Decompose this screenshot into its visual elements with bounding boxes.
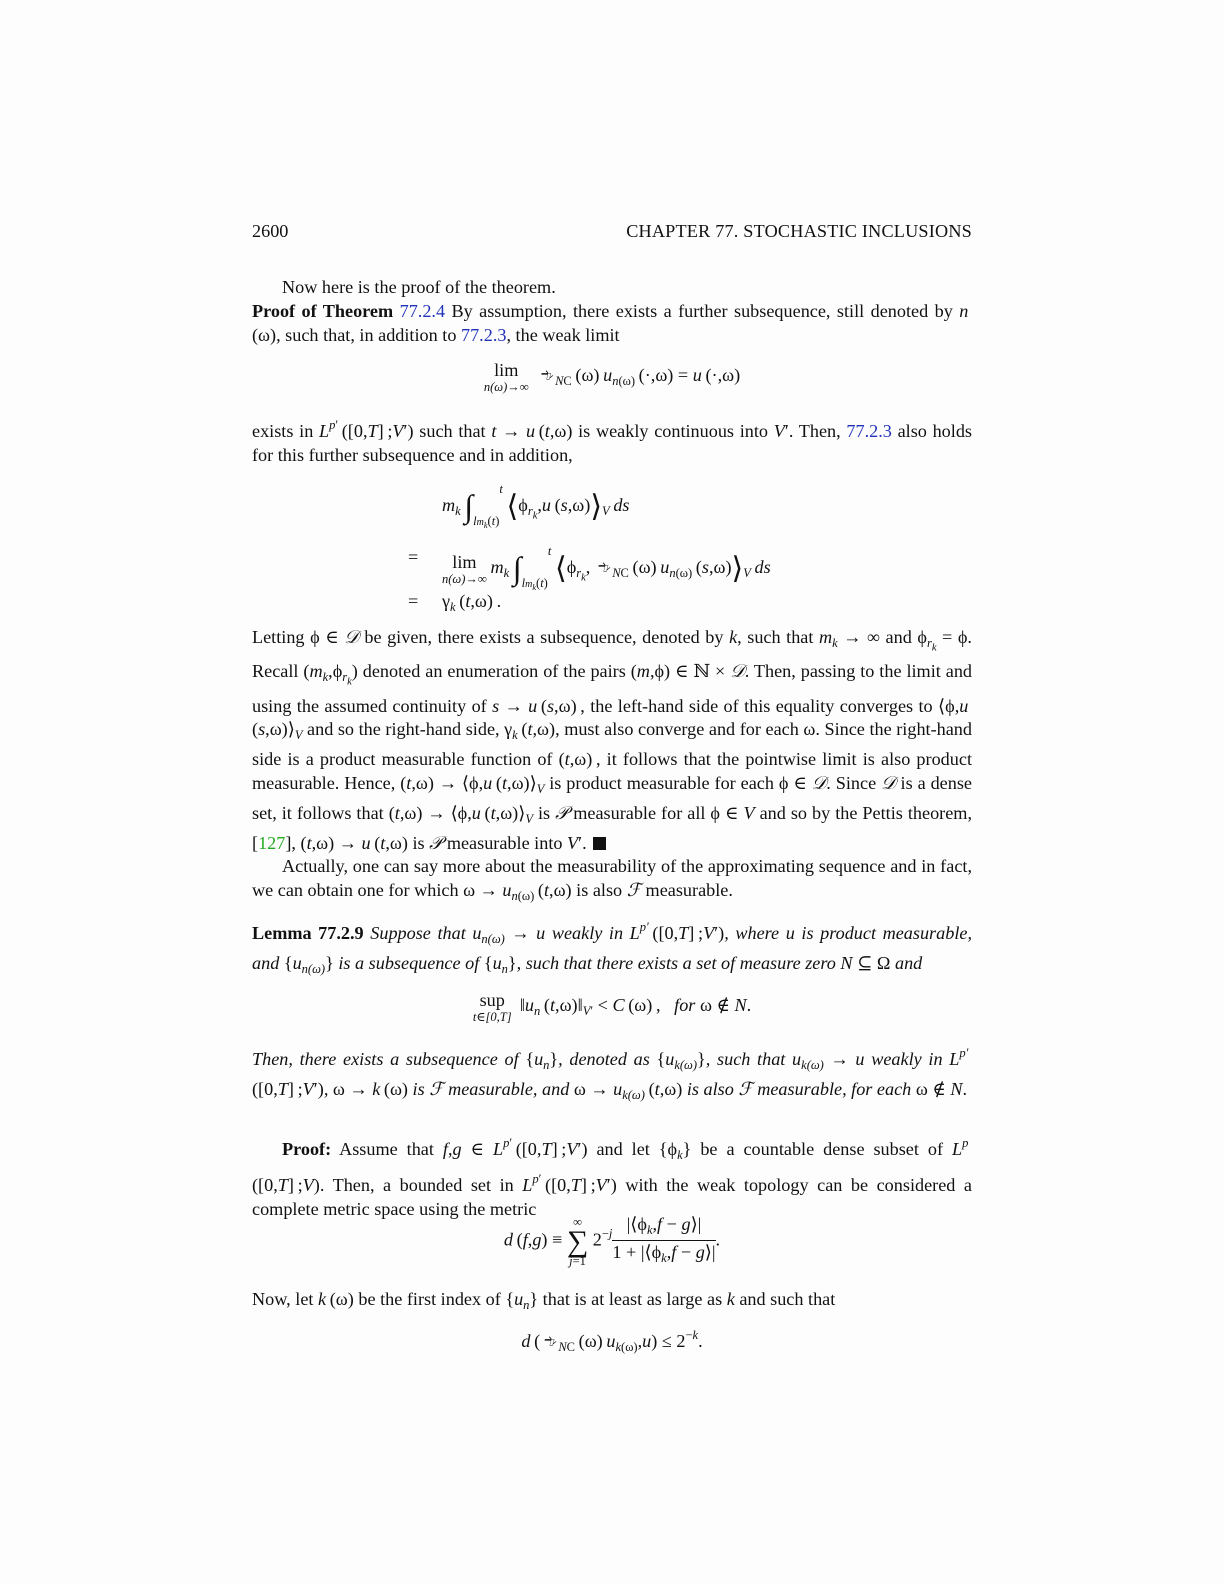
equation-ref-link[interactable]: 77.2.3 (460, 324, 507, 345)
proof-intro (252, 276, 972, 347)
proof-of-theorem-paragraph: Proof of Theorem 77.2.4 By assumption, there exists a further subsequence, still denoted by n (ω), such that, in addition to 77.2.3, the weak limit (252, 300, 972, 345)
qed-symbol (593, 837, 606, 850)
exists-paragraph: exists in $L^{p'}$ ([0,T] ;V′) such that t → u (t,ω) is weakly continuous into V′. Then, 77.2.3 also holds for this further subsequence and in addition, (252, 418, 972, 465)
chapter-title: CHAPTER 77. STOCHASTIC INCLUSIONS (626, 221, 972, 241)
proof-label: Proof: (282, 1139, 332, 1159)
integral-line-2: = lim n(ω)→∞ $m_k$ $\int_{lm_k(t)}^t$ $⟨\phi_{r_k}$, $𝢛_{NC}$ (ω) $u_{n(\omega)}$ $(s,\omega)⟩_V$ ds (408, 544, 771, 592)
page: 2600 CHAPTER 77. STOCHASTIC INCLUSIONS Now here is the proof of the theorem. Proof of Theorem 77.2.4 By assumption, there exists a further subsequence, still denoted by n (ω), such that, in addition to 77.2.3, the weak limit lim n(ω)→∞ $𝢛_{NC}$ (ω) $u_{n(\omega)}$ (·,ω) = u (·,ω) exists in $L^{p'}$ ([0,T] ;V′) such that t → u (t,ω) is weakly continuous into V′. Then, 77.2.3 also holds for this further subsequence and in addition, $m_k$ $\int_{lm_k(t)}^t$ $⟨\phi_{r_k},u$ $(s,\omega)⟩_V$ ds = lim n(ω)→∞ $m_k$ $\int_{lm_k(t)}^t$ $⟨\phi_{r_k}$, $𝢛_{NC}$ (ω) $u_{n(\omega)}$ $(s,\omega)⟩_V$ ds = $\gamma_k$ (t,ω) . Letting ϕ ∈ 𝒟 be given, there exists a subsequence, denoted by k, such that $m_k$ → ∞ and $\phi_{r_k} = \phi$. Recall $(m_k,\phi_{r_k})$ denoted an enumeration of the pairs (m,ϕ) ∈ ℕ × 𝒟. Then, passing to the limit and using the assumed continuity of s → u (s,ω) , the left-hand side of this equality converges to ⟨ϕ,u $(s,\omega)⟩_V$ and so the right-hand side, $\gamma_k$ (t,ω), must also converge and for each ω. Since the right-hand side is a product measurable function of (t,ω) , it follows that the pointwise limit is also product measurable. Hence, (t,ω) → ⟨ϕ,u $(t,\omega)⟩_V$ is product measurable for each ϕ ∈ 𝒟. Since 𝒟 is a dense set, it follows that (t,ω) → ⟨ϕ,u $(t,\omega)⟩_V$ is 𝒫 measurable for all ϕ ∈ V and so by the Pettis theorem, [127], (t,ω) → u (t,ω) is 𝒫 measurable into V′. Actually, one can say more about the measurability of the approximating sequence and in fact, we can obtain one for which $\omega \to u_{n(\omega)}$ (t,ω) is also ℱ measurable. Lemma 77.2.9 Suppose that $u_{n(\omega)} \to u$ weakly in $L^{p'}$ ([0,T] ;V′), where u is product measurable, and $\{u_{n(\omega)}\}$ is a subsequence of $\{u_n\}$, such that there exists a set of measure zero N ⊆ Ω and sup t∈[0,T] $‖u_n$ $(t,\omega)‖_{V'} < C$ (ω) , for ω ∉ N. Then, there exists a subsequence of $\{u_n\}$, denoted as $\{u_{k(\omega)}\}$, such that $u_{k(\omega)} \to u$ weakly in $L^{p'}$ ([0,T] ;V′), ω → k (ω) is ℱ measurable, and $\omega \to u_{k(\omega)}$ (t,ω) is also ℱ measurable, for each ω ∉ N. Proof: Assume that f,g ∈ $L^{p'}$ ([0,T] ;V′) and let $\{\phi_k\}$ be a countable dense subset of $L^p$ ([0,T] ;V). Then, a bounded set in $L^{p'}$ ([0,T] ;V′) with the weak topology can be considered a complete metric space using the metric d (f,g) ≡ ∞ ∑ j=1 $2^{-j}$ $\frac{|⟨\phi_k,f - g⟩|}{1 + |⟨\phi_k,f - g⟩|}$ . Now, let k (ω) be the first index of $\{u_n\}$ that is at least as large as k and such that d ($𝢛_{NC}$ (ω) $u_{k(\omega)},u) \le 2^{-k}$. (0, 0, 1224, 1584)
lemma-statement: Lemma 77.2.9 Suppose that $u_{n(\omega)} \to u$ weakly in $L^{p'}$ ([0,T] ;V′), where u is product measurable, and $\{u_{n(\omega)}\}$ is a subsequence of $\{u_n\}$, such that there exists a set of measure zero N ⊆ Ω and (252, 920, 972, 976)
theorem-ref-link[interactable]: 77.2.4 (399, 300, 446, 321)
citation-link[interactable]: 127 (258, 832, 286, 853)
distance-bound-equation: d ($𝢛_{NC}$ (ω) $u_{k(\omega)},u) \le 2^{-k}$. (521, 1328, 703, 1354)
letting-paragraph: Letting ϕ ∈ 𝒟 be given, there exists a subsequence, denoted by k, such that $m_k$ → ∞ and $\phi_{r_k} = \phi$. Recall $(m_k,\phi_{r_k})$ denoted an enumeration of the pairs (m,ϕ) ∈ ℕ × 𝒟. Then, passing to the limit and using the assumed continuity of s → u (s,ω) , the left-hand side of this equality converges to ⟨ϕ,u $(s,\omega)⟩_V$ and so the right-hand side, $\gamma_k$ (t,ω), must also converge and for each ω. Since the right-hand side is a product measurable function of (t,ω) , it follows that the pointwise limit is also product measurable. Hence, (t,ω) → ⟨ϕ,u $(t,\omega)⟩_V$ is product measurable for each ϕ ∈ 𝒟. Since 𝒟 is a dense set, it follows that (t,ω) → ⟨ϕ,u $(t,\omega)⟩_V$ is 𝒫 measurable for all ϕ ∈ V and so by the Pettis theorem, [127], (t,ω) → u (t,ω) is 𝒫 measurable into V′. Actually, one can say more about the measurability of the approximating sequence and in fact, we can obtain one for which $\omega \to u_{n(\omega)}$ (t,ω) is also ℱ measurable. (252, 627, 973, 904)
intro-line: Now here is the proof of the theorem. (282, 277, 556, 297)
integral-line-1: $m_k$ $\int_{lm_k(t)}^t$ $⟨\phi_{r_k},u$ $(s,\omega)⟩_V$ ds (442, 482, 630, 530)
lemma-label: Lemma 77.2.9 (252, 923, 364, 943)
sup-bound-equation: sup t∈[0,T] $‖u_n$ $(t,\omega)‖_{V'} < C$ (ω) , for ω ∉ N. (472, 990, 752, 1024)
lemma-conclusion: Then, there exists a subsequence of $\{u_n\}$, denoted as $\{u_{k(\omega)}\}$, such that $u_{k(\omega)} \to u$ weakly in $L^{p'}$ ([0,T] ;V′), ω → k (ω) is ℱ measurable, and $\omega \to u_{k(\omega)}$ (t,ω) is also ℱ measurable, for each ω ∉ N. (252, 1046, 972, 1102)
metric-equation: d (f,g) ≡ ∞ ∑ j=1 $2^{-j}$ $\frac{|⟨\phi_k,f - g⟩|}{1 + |⟨\phi_k,f - g⟩|}$ . (503, 1214, 721, 1268)
weak-limit-equation: lim n(ω)→∞ $𝢛_{NC}$ (ω) $u_{n(\omega)}$ (·,ω) = u (·,ω) (483, 360, 741, 394)
running-header (252, 220, 972, 246)
proof-of-theorem-label: Proof of Theorem (252, 300, 394, 321)
equation-ref-link-2[interactable]: 77.2.3 (846, 421, 892, 441)
proof-paragraph: Proof: Assume that f,g ∈ $L^{p'}$ ([0,T] ;V′) and let $\{\phi_k\}$ be a countable dense subset of $L^p$ ([0,T] ;V). Then, a bounded set in $L^{p'}$ ([0,T] ;V′) with the weak topology can be considered a complete metric space using the metric (252, 1136, 973, 1219)
index-paragraph: Now, let k (ω) be the first index of $\{u_n\}$ that is at least as large as k and such that (252, 1289, 836, 1312)
page-number: 2600 (252, 221, 289, 241)
